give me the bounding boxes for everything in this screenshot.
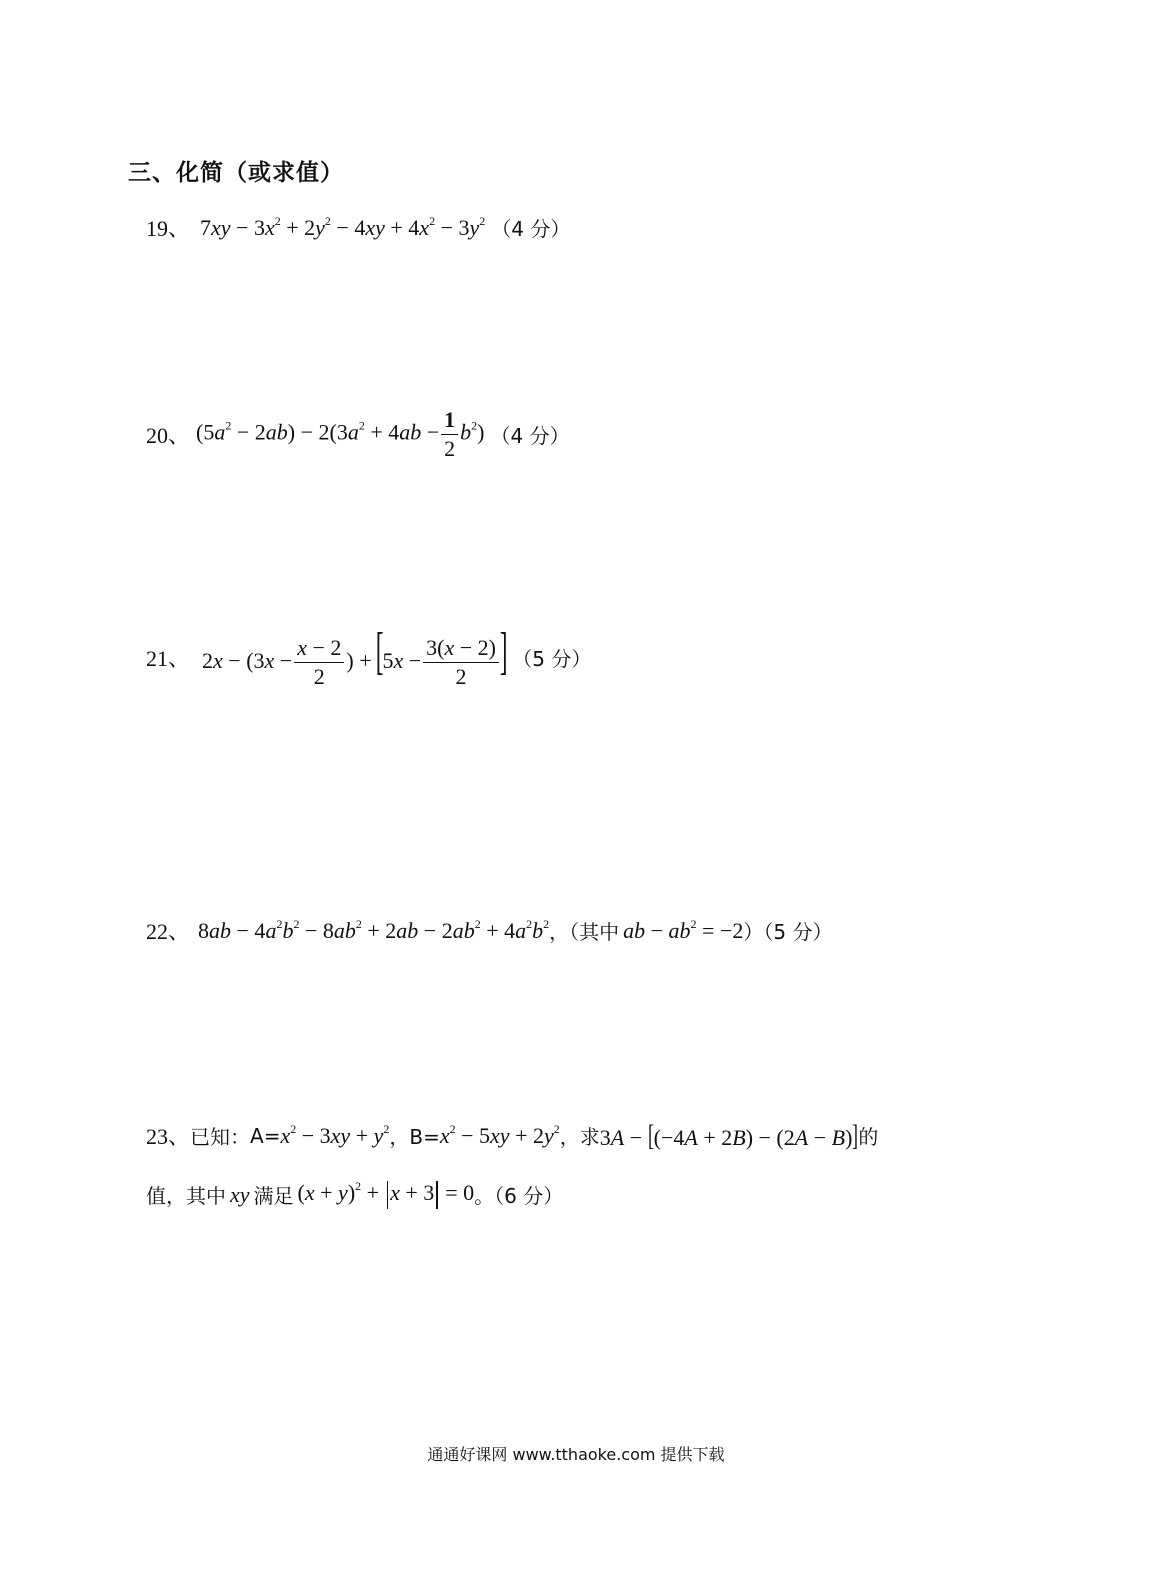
condition-prefix: ，（其中 [549,920,620,944]
problem-23 [146,1120,878,1151]
points: ）（5 分） [743,920,833,944]
problem-number: 23、 [146,1124,191,1149]
line2-var: xy [230,1181,250,1207]
problem-19 [146,212,570,243]
expression-a: $x^2 - 3xy + y^2$ [280,1121,390,1148]
problem-number: 21、 [146,646,191,672]
points: （4 分） [491,217,571,241]
expression: 2x − (3x − $\frac{x - 2}{2}$ ) + [5x − $\frac{3(x - 2)}{2}$ ] [202,623,508,690]
points: （4 分） [490,424,570,449]
line2-end: 。（6 分） [474,1184,564,1208]
problem-20 [146,408,570,461]
problem-23-line2 [146,1180,563,1209]
expression-target: 3A − [(−4A + 2B) − (2A − B)] [599,1118,859,1152]
line2-mid: 满足 [253,1184,294,1208]
problem-number: 19、 [146,216,191,241]
expression: $7xy - 3x^2 + 2y^2 - 4xy + 4x^2 - 3y^2$ [200,213,486,240]
tail-text: 的 [858,1125,879,1149]
problem-21 [146,623,592,690]
problem-22 [146,915,832,946]
section-title: 三、化简（或求值） [128,160,344,186]
lead-text: 已知： [190,1125,251,1149]
ask-text: ，求 [559,1125,600,1149]
footer-text: 通通好课网 www.tthaoke.com 提供下载 [427,1445,725,1464]
points: （5 分） [512,647,592,672]
condition: ab − $ab^2 = -2$ [623,916,744,943]
line2-lead: 值，其中 [146,1184,226,1208]
label-a: A= [250,1123,281,1148]
expression: $8ab - 4a^2b^2 - 8ab^2 + 2ab - 2ab^2 + 4a^2b^2$ [198,916,550,943]
expression: $(5a^2 - 2ab) - 2(3a^2 + 4ab$ − $\frac{1}{2}$ $b^2$) [196,407,485,462]
problem-number: 22、 [146,919,191,944]
expression-b: $x^2 - 5xy + 2y^2$ [439,1121,560,1148]
label-b: ，B= [389,1125,440,1149]
problem-number: 20、 [146,423,191,449]
condition-expression: $(x + y)^2 + x + 3 = 0$ [298,1180,475,1209]
